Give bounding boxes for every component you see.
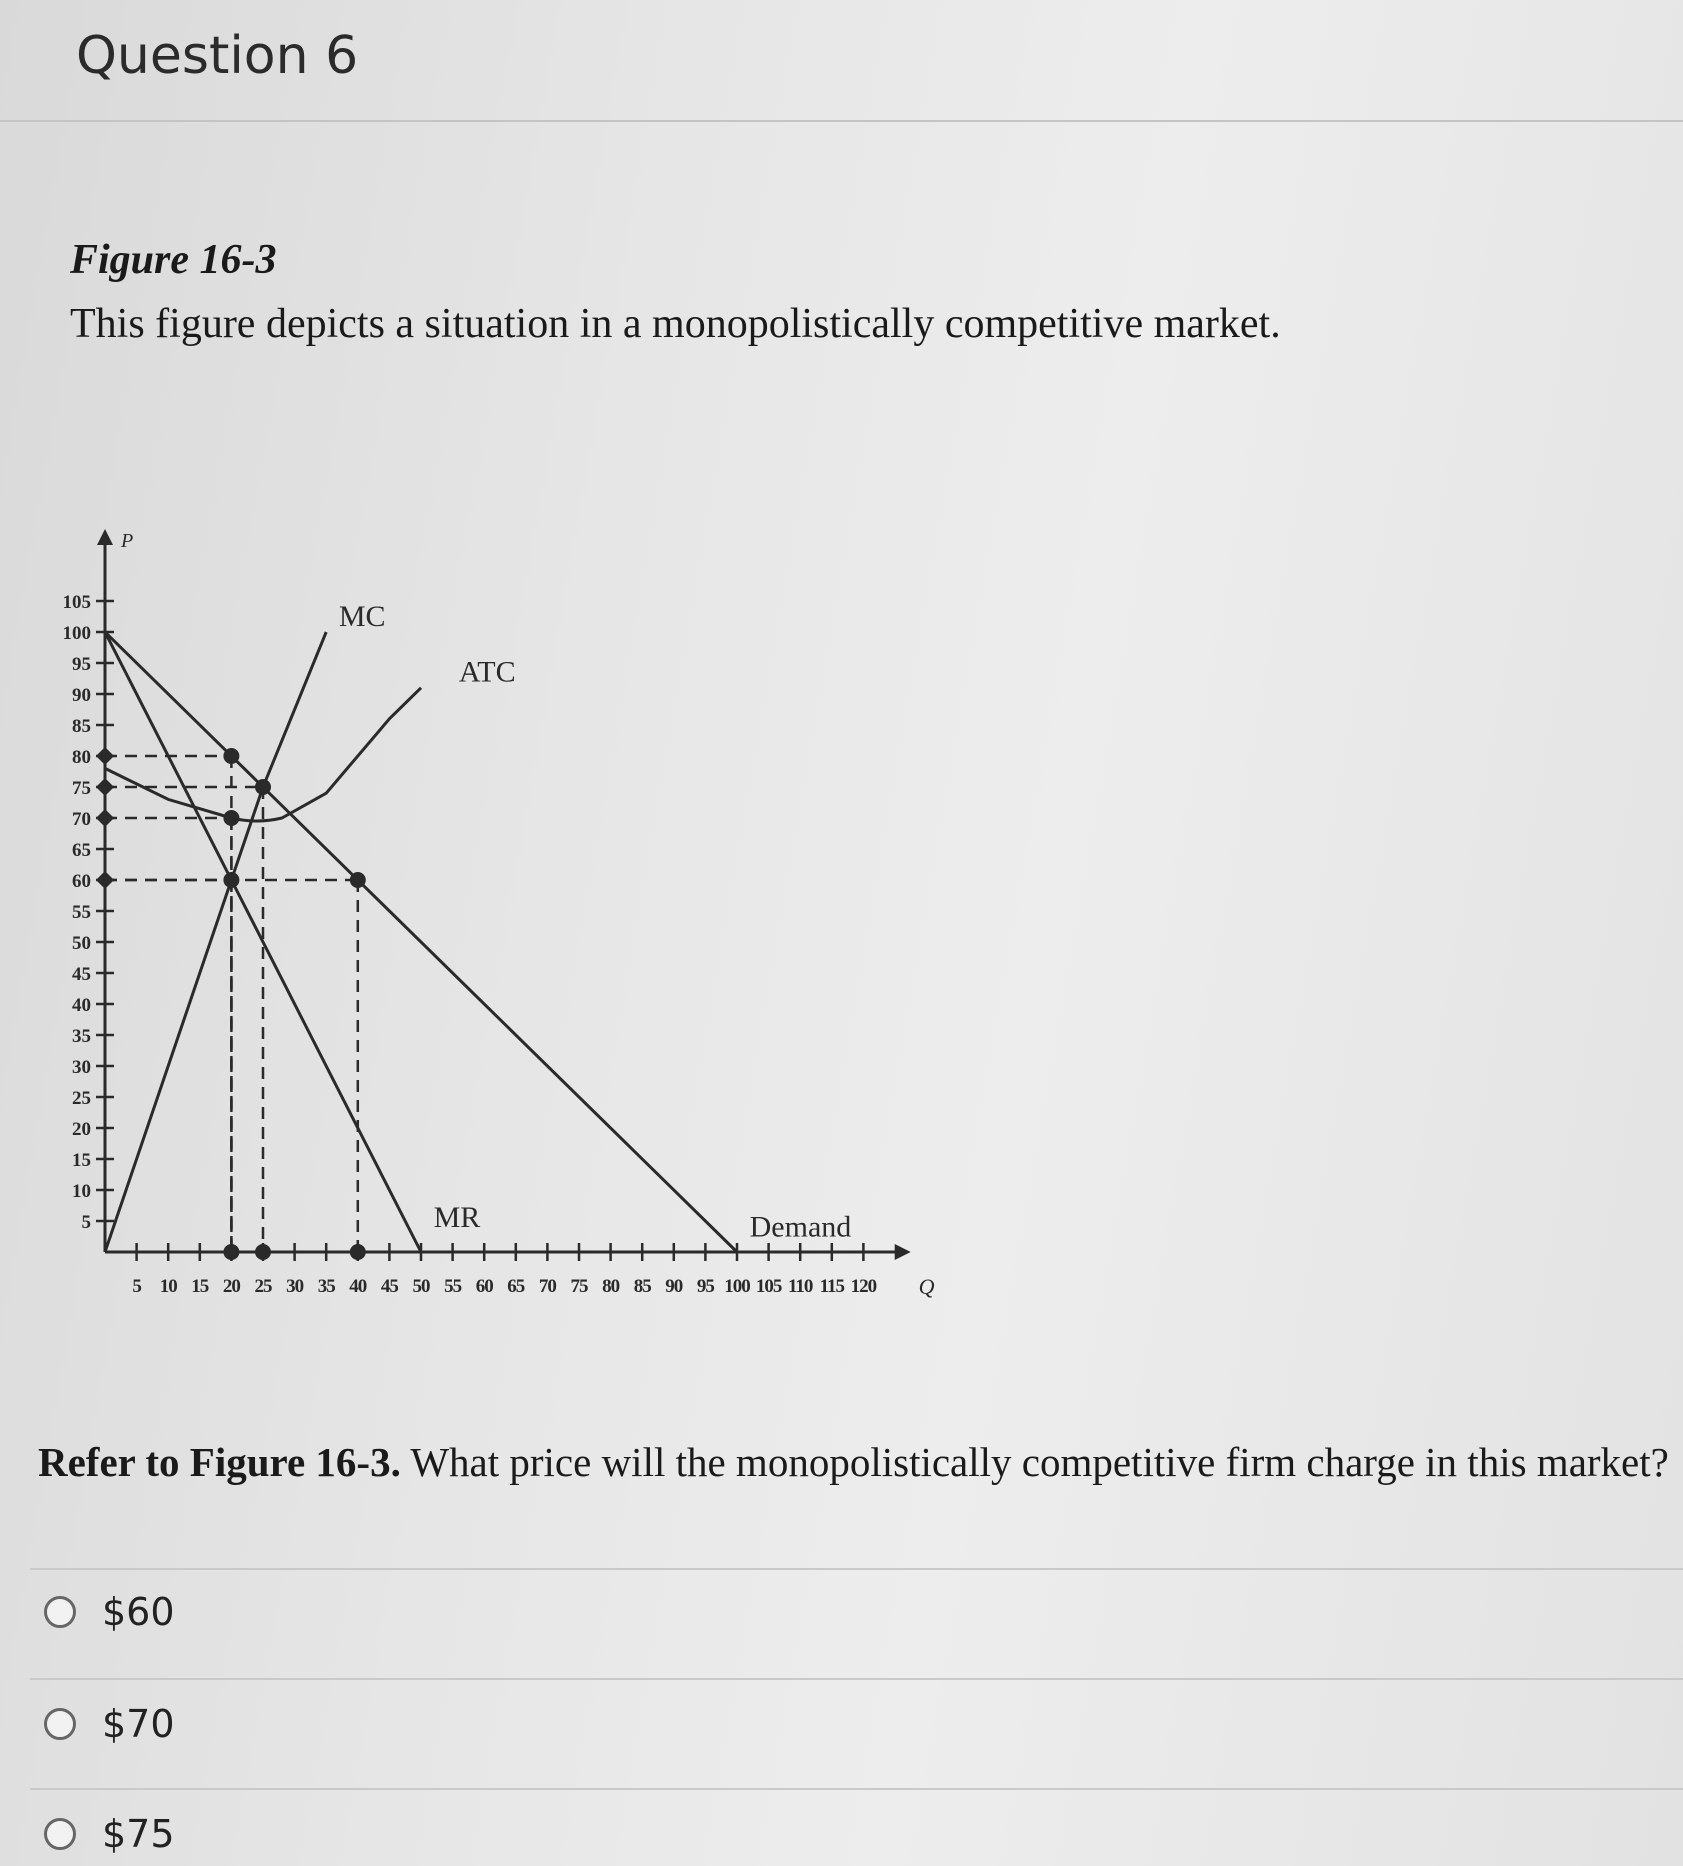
y-tick-label: 85 <box>72 716 91 737</box>
x-tick-label: 110 <box>787 1276 813 1297</box>
y-tick-label: 50 <box>72 933 91 954</box>
y-tick-label: 95 <box>72 654 91 675</box>
x-tick-label: 45 <box>380 1276 398 1297</box>
radio-button[interactable] <box>44 1708 76 1740</box>
question-title: Question 6 <box>76 26 359 86</box>
x-tick-label: 10 <box>159 1276 177 1297</box>
highlight-point <box>350 872 366 888</box>
x-tick-label: 5 <box>132 1276 141 1297</box>
answer-label: $60 <box>102 1590 175 1634</box>
y-axis-marker <box>96 871 114 889</box>
divider <box>30 1678 1683 1680</box>
x-axis-label: Q <box>918 1274 935 1299</box>
x-axis-marker <box>350 1244 366 1260</box>
highlight-point <box>223 810 239 826</box>
highlight-point <box>223 872 239 888</box>
x-tick-label: 50 <box>412 1276 430 1297</box>
x-axis-marker <box>223 1244 239 1260</box>
y-axis-marker <box>96 747 114 765</box>
y-tick-label: 45 <box>72 964 91 985</box>
y-tick-label: 15 <box>72 1150 91 1171</box>
answer-option-70[interactable] <box>44 1694 175 1754</box>
x-tick-label: 90 <box>665 1276 683 1297</box>
question-prompt <box>38 1438 1669 1486</box>
x-tick-label: 65 <box>507 1276 525 1297</box>
x-tick-label: 60 <box>475 1276 493 1297</box>
highlight-point <box>255 779 271 795</box>
divider <box>30 1568 1683 1570</box>
y-axis-marker <box>96 809 114 827</box>
x-tick-label: 80 <box>602 1276 620 1297</box>
demand-curve <box>105 632 737 1252</box>
y-tick-label: 70 <box>72 809 91 830</box>
y-tick-label: 40 <box>72 995 91 1016</box>
x-tick-label: 20 <box>222 1276 240 1297</box>
atc-curve <box>105 688 421 821</box>
curve-label-demand: Demand <box>749 1210 852 1244</box>
answer-option-60[interactable] <box>44 1582 175 1642</box>
y-tick-label: 20 <box>72 1119 91 1140</box>
x-tick-label: 25 <box>254 1276 272 1297</box>
y-tick-label: 75 <box>72 778 91 799</box>
answer-label: $75 <box>102 1812 175 1856</box>
y-tick-label: 65 <box>72 840 91 861</box>
figure-caption: This figure depicts a situation in a monopolistically competitive market. <box>70 301 1281 347</box>
chart-svg <box>0 400 1120 1330</box>
radio-button[interactable] <box>44 1818 76 1850</box>
y-axis-marker <box>96 778 114 796</box>
figure-title: Figure 16-3 <box>70 237 277 283</box>
x-tick-label: 120 <box>850 1276 877 1297</box>
x-tick-label: 15 <box>191 1276 209 1297</box>
y-tick-label: 10 <box>72 1181 91 1202</box>
figure-chart <box>0 400 1120 1330</box>
curve-label-mc: MC <box>338 599 386 633</box>
y-tick-label: 55 <box>72 902 91 923</box>
x-tick-label: 35 <box>317 1276 335 1297</box>
radio-button[interactable] <box>44 1596 76 1628</box>
curve-label-mr: MR <box>433 1201 481 1235</box>
x-axis-arrow <box>895 1244 911 1260</box>
x-tick-label: 95 <box>696 1276 714 1297</box>
y-tick-label: 100 <box>62 623 91 644</box>
highlight-point <box>223 748 239 764</box>
y-tick-label: 60 <box>72 871 91 892</box>
mc-curve <box>105 632 326 1252</box>
divider <box>30 1788 1683 1790</box>
y-tick-label: 5 <box>81 1212 91 1233</box>
answer-label: $70 <box>102 1702 175 1746</box>
y-tick-label: 80 <box>72 747 91 768</box>
y-tick-label: 25 <box>72 1088 91 1109</box>
x-tick-label: 70 <box>538 1276 556 1297</box>
y-tick-label: 105 <box>62 592 91 613</box>
x-axis-marker <box>255 1244 271 1260</box>
y-tick-label: 35 <box>72 1026 91 1047</box>
prompt-reference: Refer to Figure 16-3. <box>38 1439 401 1485</box>
x-tick-label: 100 <box>724 1276 750 1297</box>
y-axis-label: P <box>121 530 134 552</box>
curve-label-atc: ATC <box>458 655 516 689</box>
y-tick-label: 30 <box>72 1057 91 1078</box>
x-tick-label: 105 <box>755 1276 782 1297</box>
x-tick-label: 85 <box>633 1276 651 1297</box>
answer-option-75[interactable] <box>44 1804 175 1864</box>
x-tick-label: 75 <box>570 1276 588 1297</box>
x-tick-label: 115 <box>819 1276 845 1297</box>
x-tick-label: 30 <box>286 1276 304 1297</box>
x-tick-label: 40 <box>349 1276 367 1297</box>
x-tick-label: 55 <box>444 1276 462 1297</box>
y-tick-label: 90 <box>72 685 91 706</box>
question-header <box>0 0 1683 122</box>
prompt-text: What price will the monopolistically competitive firm charge in this market? <box>400 1439 1669 1485</box>
y-axis-arrow <box>97 529 113 545</box>
